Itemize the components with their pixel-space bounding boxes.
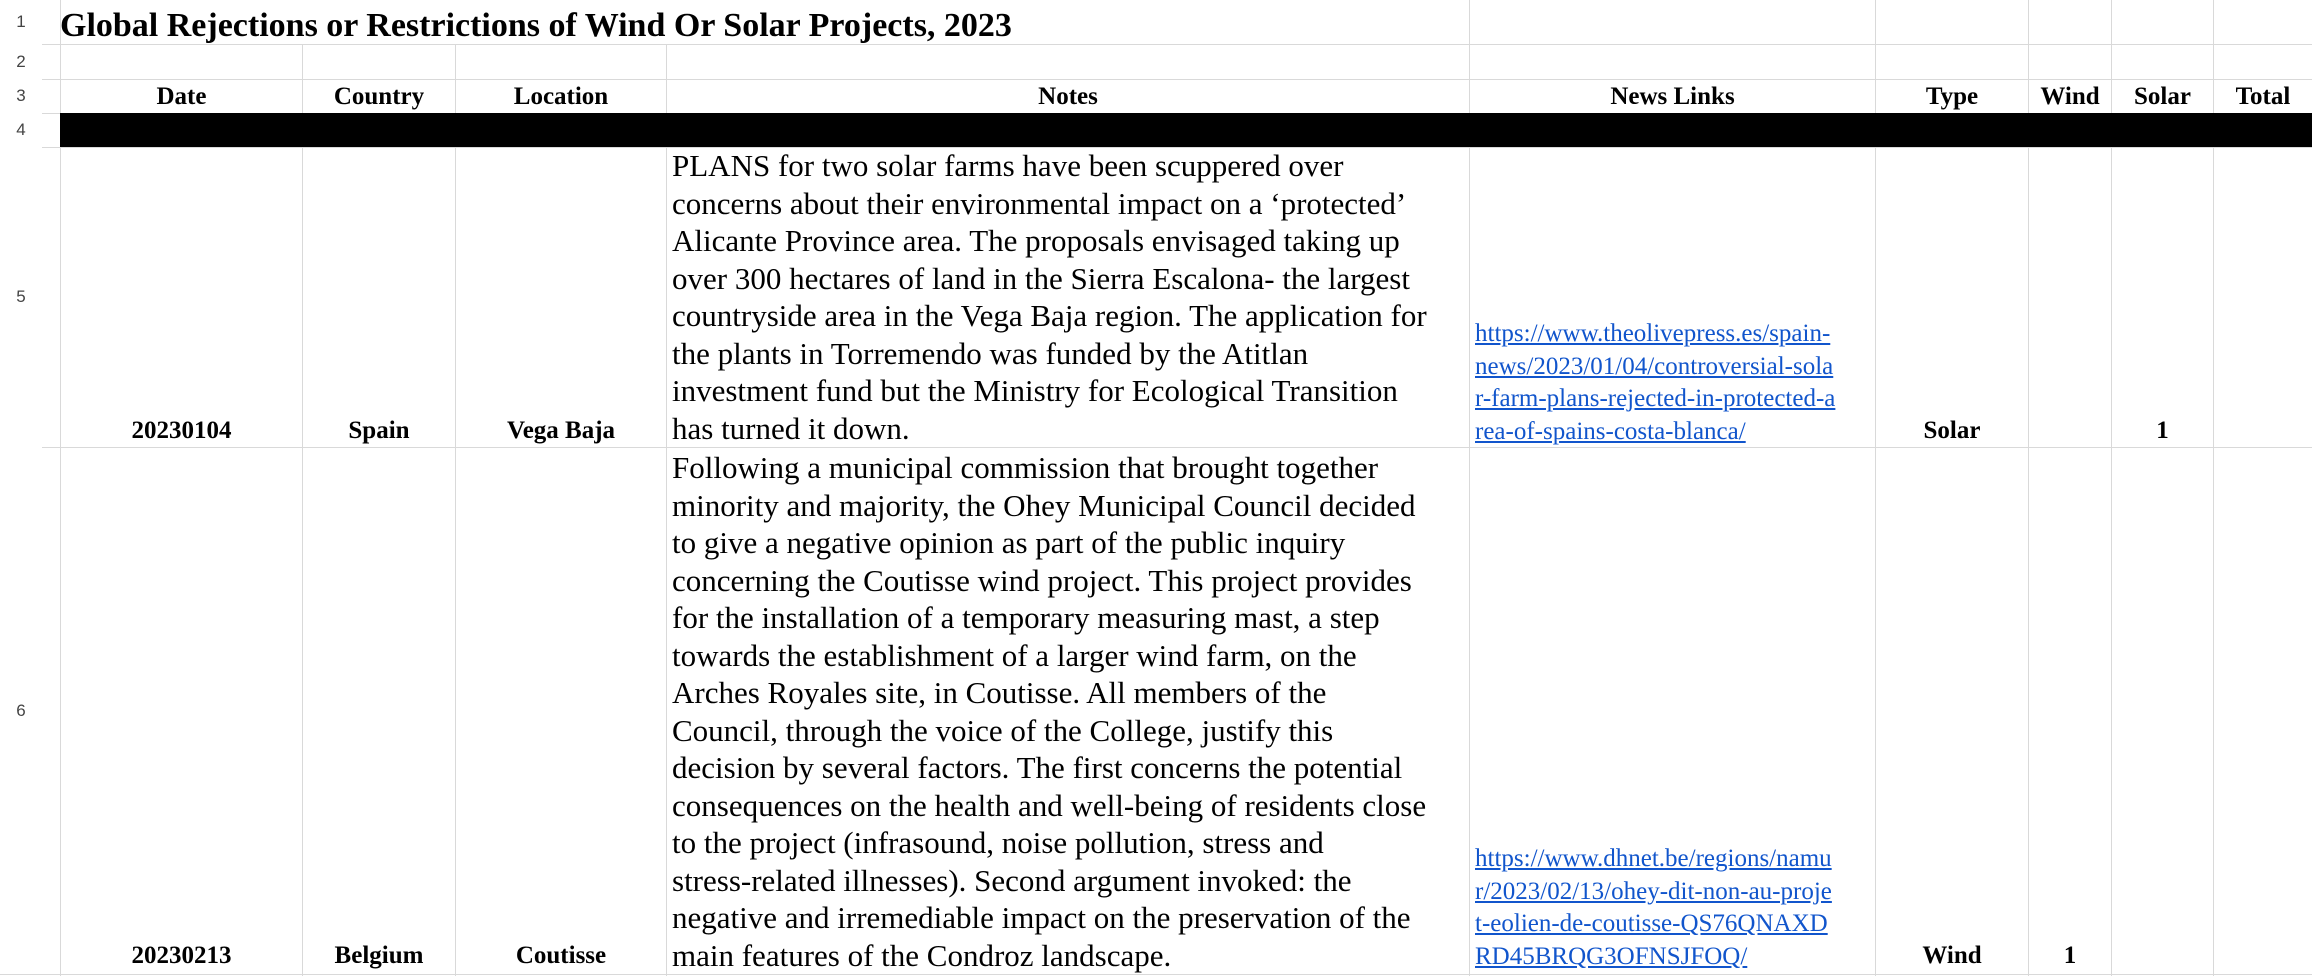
header-type[interactable]: Type (1925, 83, 1979, 110)
row-number[interactable]: 6 (0, 447, 42, 974)
sheet-title[interactable]: Global Rejections or Restrictions of Wind Or Solar Projects, 2023 (60, 7, 1012, 44)
row-number[interactable]: 3 (0, 79, 42, 113)
gridline (0, 44, 2312, 45)
link-line[interactable]: RD45BRQG3OFNSJFOQ/ (1475, 942, 1748, 970)
link-line[interactable]: news/2023/01/04/controversial-sola (1475, 352, 1834, 380)
row-number[interactable]: 1 (0, 0, 42, 44)
link-line[interactable]: t-eolien-de-coutisse-QS76QNAXD (1475, 910, 1828, 937)
link-line[interactable]: https://www.dhnet.be/regions/namu (1475, 845, 1832, 872)
notes-line: for the installation of a temporary measuring mast, a step (672, 600, 1380, 635)
black-separator-row (60, 113, 2312, 147)
notes-line: concerns about their environmental impact on a ‘protected’ (672, 185, 1407, 221)
notes-line: main features of the Condroz landscape. (672, 937, 1172, 973)
link-line[interactable]: r-farm-plans-rejected-in-protected-a (1475, 385, 1836, 412)
notes-line: to give a negative opinion as part of the public inquiry (672, 525, 1346, 560)
cell-notes[interactable] (672, 147, 1467, 447)
header-total[interactable]: Total (2235, 83, 2291, 110)
header-news-links[interactable]: News Links (1610, 83, 1735, 110)
gridline (0, 447, 2312, 448)
notes-line: towards the establishment of a larger wind farm, on the (672, 637, 1357, 673)
notes-line: decision by several factors. The first concerns the potential (672, 750, 1403, 785)
notes-line: countryside area in the Vega Baja region. The application for (672, 298, 1427, 333)
cell-location[interactable]: Coutisse (515, 942, 607, 969)
gridline (0, 974, 2312, 975)
notes-line: over 300 hectares of land in the Sierra Escalona- the largest (672, 260, 1410, 296)
notes-line: Council, through the voice of the College, justify this (672, 712, 1334, 748)
notes-line: PLANS for two solar farms have been scuppered over (672, 148, 1344, 183)
cell-country[interactable]: Belgium (334, 942, 424, 969)
notes-line: investment fund but the Ministry for Ecological Transition (672, 373, 1398, 408)
notes-line: minority and majority, the Ohey Municipal Council decided (672, 487, 1416, 523)
cell-date[interactable]: 20230213 (131, 942, 232, 969)
cell-notes[interactable] (672, 449, 1467, 974)
link-line[interactable]: r/2023/02/13/ohey-dit-non-au-proje (1475, 877, 1832, 905)
header-wind[interactable]: Wind (2040, 83, 2100, 110)
header-country[interactable]: Country (333, 83, 425, 110)
news-link[interactable] (1475, 318, 1873, 448)
row-number[interactable]: 5 (0, 147, 42, 447)
notes-line: consequences on the health and well-being of residents close (672, 787, 1427, 823)
header-notes[interactable]: Notes (1038, 83, 1098, 110)
gridline (302, 44, 303, 976)
header-solar[interactable]: Solar (2134, 83, 2191, 110)
notes-line: has turned it down. (672, 410, 910, 446)
notes-line: Alicante Province area. The proposals envisaged taking up (672, 223, 1400, 258)
notes-line: Following a municipal commission that brought together (672, 450, 1379, 485)
cell-type[interactable]: Wind (1922, 942, 1982, 969)
cell-wind[interactable]: 1 (2063, 942, 2077, 969)
row-number[interactable]: 4 (0, 113, 42, 147)
notes-line: negative and irremediable impact on the preservation of the (672, 900, 1411, 935)
header-location[interactable]: Location (513, 83, 609, 110)
gridline (666, 44, 667, 976)
notes-line: to the project (infrasound, noise pollution, stress and (672, 825, 1324, 860)
header-date[interactable]: Date (156, 83, 207, 110)
cell-country[interactable]: Spain (348, 417, 410, 444)
notes-line: the plants in Torremendo was funded by the Atitlan (672, 335, 1309, 371)
notes-line: concerning the Coutisse wind project. This project provides (672, 562, 1412, 598)
notes-line: stress-related illnesses). Second argument invoked: the (672, 862, 1352, 898)
gridline (455, 44, 456, 976)
link-line[interactable]: rea-of-spains-costa-blanca/ (1475, 417, 1746, 445)
cell-location[interactable]: Vega Baja (506, 417, 616, 444)
row-number[interactable]: 2 (0, 44, 42, 79)
cell-solar[interactable]: 1 (2156, 417, 2169, 444)
cell-type[interactable]: Solar (1923, 417, 1981, 444)
notes-line: Arches Royales site, in Coutisse. All members of the (672, 675, 1327, 710)
news-link[interactable] (1475, 843, 1873, 973)
link-line[interactable]: https://www.theolivepress.es/spain- (1475, 320, 1831, 347)
cell-date[interactable]: 20230104 (131, 417, 232, 444)
